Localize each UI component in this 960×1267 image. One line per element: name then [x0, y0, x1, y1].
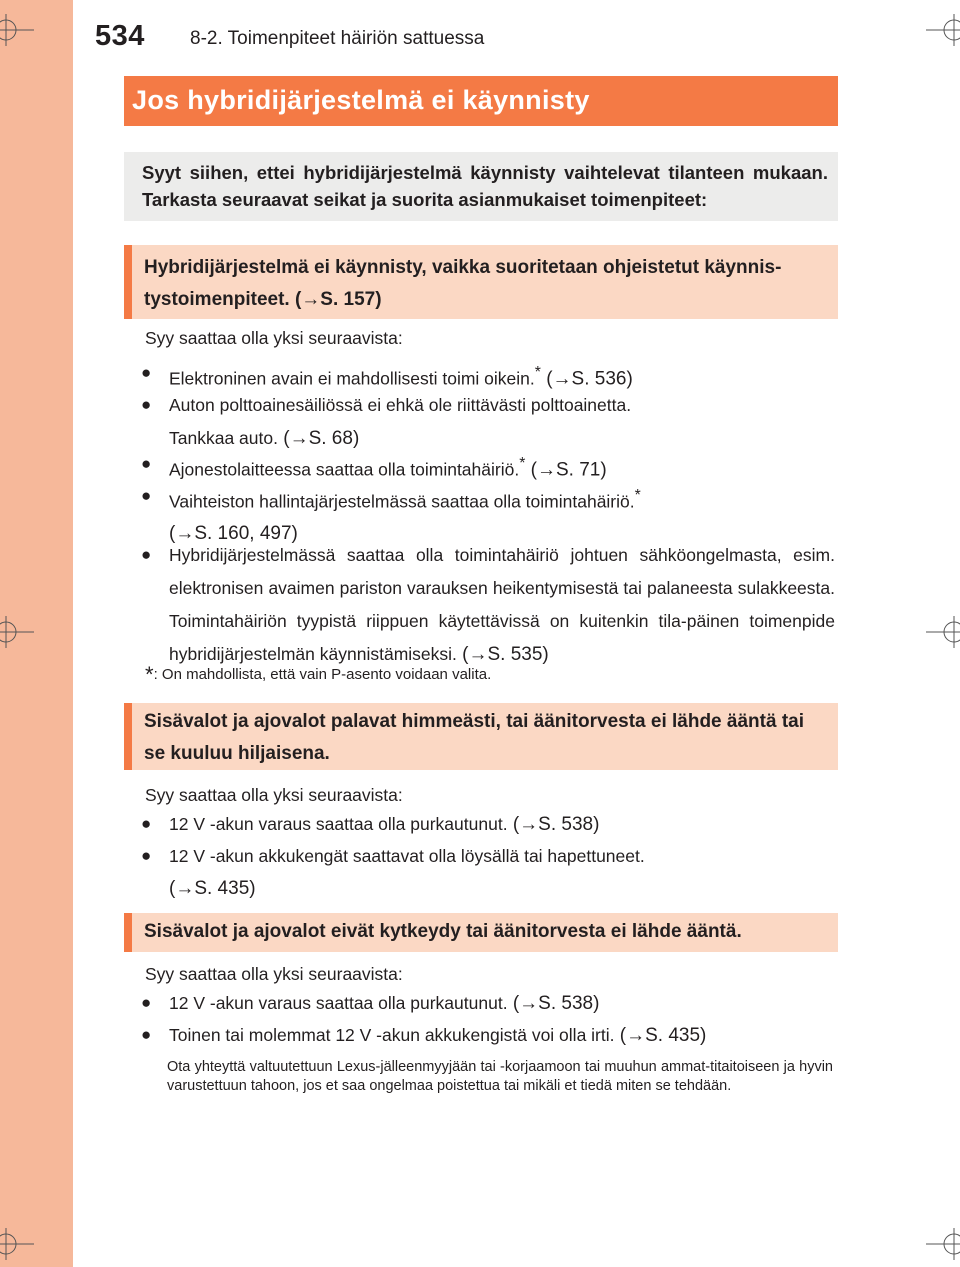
crop-mark-top-right: [924, 12, 960, 48]
section-2-lead: Syy saattaa olla yksi seuraavista:: [145, 785, 403, 805]
section-heading-1-text: Hybridijärjestelmä ei käynnisty, vaikka suoritetaan ohjeistetut käynnis-tystoimenpiteet. (→S. 157): [144, 257, 782, 310]
bullet-dot: ●: [141, 454, 152, 473]
page-title: Jos hybridijärjestelmä ei käynnisty: [132, 85, 590, 115]
bullet-dot: ●: [141, 993, 152, 1012]
footnote-mark: *: [145, 662, 154, 687]
contact-note: Ota yhteyttä valtuutettuun Lexus-jälleenmyyjään tai -korjaamoon tai muuhun ammat-titaitoiseen ja hyvin varustettuun tahoon, jos et saa ongelmaa poistettua tai mikäli et tiedä miten se tehdään.: [167, 1059, 833, 1094]
bullet-dot: ●: [141, 545, 152, 564]
crop-mark-bottom-left: [0, 1226, 36, 1262]
footnote: [145, 659, 491, 685]
section-heading-3-text: Sisävalot ja ajovalot eivät kytkeydy tai äänitorvesta ei lähde ääntä.: [144, 921, 742, 942]
crop-mark-top-left: [0, 12, 36, 48]
running-head: 8-2. Toimenpiteet häiriön sattuessa: [190, 28, 485, 49]
bullet-dot: ●: [141, 363, 152, 382]
crop-mark-mid-right: [924, 614, 960, 650]
section-heading-2: [124, 703, 838, 770]
footnote-text: : On mahdollista, että vain P-asento voidaan valita.: [153, 666, 492, 683]
section-3-lead: Syy saattaa olla yksi seuraavista:: [145, 964, 403, 984]
section-heading-1: [124, 245, 838, 319]
title-bar: [124, 76, 838, 126]
intro-box: [124, 152, 838, 221]
bullet-dot: ●: [141, 814, 152, 833]
bullet-dot: ●: [141, 846, 152, 865]
crop-mark-bottom-right: [924, 1226, 960, 1262]
bullet-dot: ●: [141, 486, 152, 505]
crop-mark-mid-left: [0, 614, 36, 650]
section-heading-2-text: Sisävalot ja ajovalot palavat himmeästi, tai äänitorvesta ei lähde ääntä tai se kuuluu hiljaisena.: [144, 711, 804, 764]
section-heading-3: [124, 913, 838, 952]
intro-text: Syyt siihen, ettei hybridijärjestelmä käynnisty vaihtelevat tilanteen mukaan. Tarkasta seuraavat seikat ja suorita asianmukaiset toimenpiteet:: [142, 162, 828, 210]
page-number: 534: [95, 20, 145, 52]
bullet-dot: ●: [141, 395, 152, 414]
bullet-dot: ●: [141, 1025, 152, 1044]
section-1-lead: Syy saattaa olla yksi seuraavista:: [145, 328, 403, 348]
